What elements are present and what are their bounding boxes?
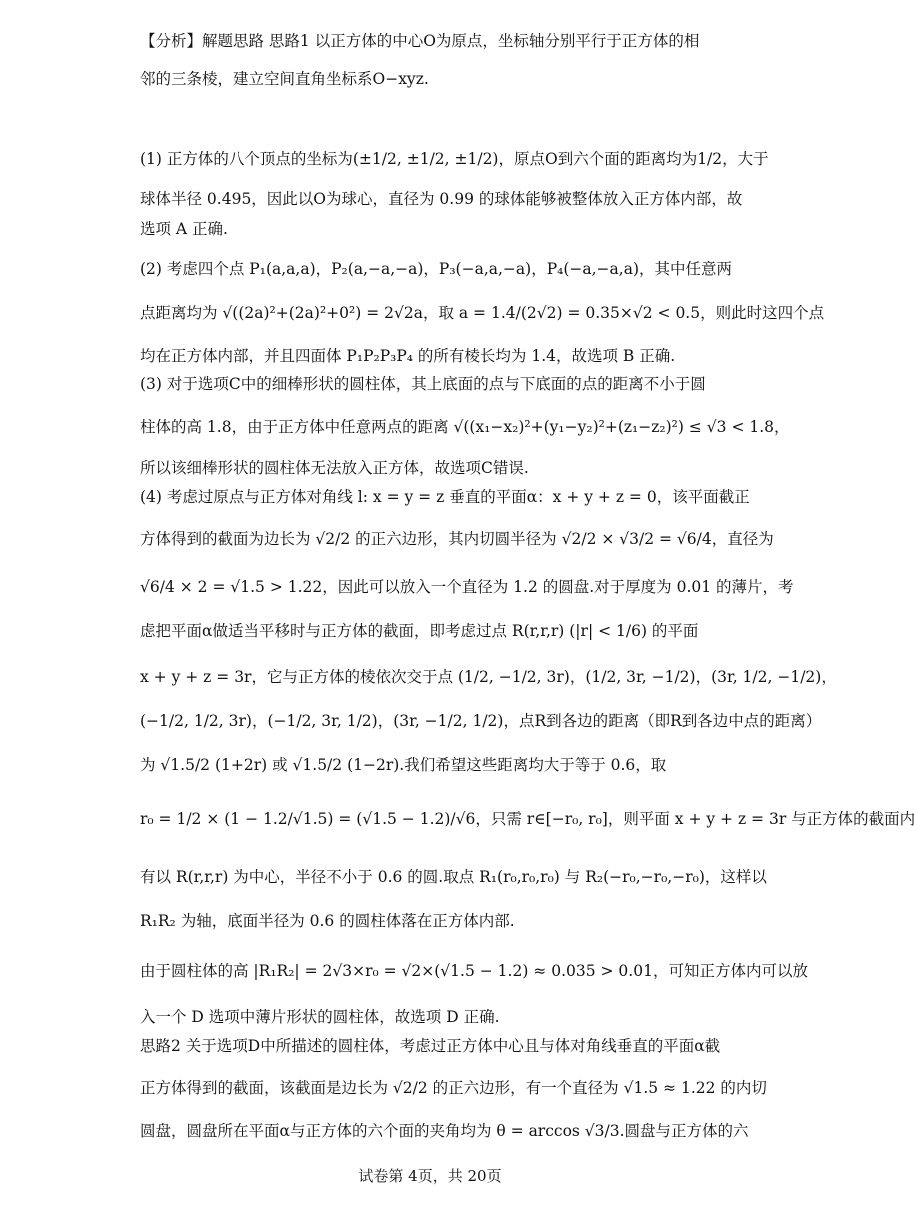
text-line: r₀ = 1/2 × (1 − 1.2/√1.5) = (√1.5 − 1.2)/√6，只需 r∈[−r₀, r₀]，则平面 x + y + z = 3r 与正方体的截面内 <box>140 810 915 828</box>
text-line: (2) 考虑四个点 P₁(a,a,a)，P₂(a,−a,−a)，P₃(−a,a,−a)，P₄(−a,−a,a)，其中任意两 <box>140 260 732 278</box>
text-line: 所以该细棒形状的圆柱体无法放入正方体，故选项C错误. <box>140 459 529 477</box>
text-line: (4) 考虑过原点与正方体对角线 l: x = y = z 垂直的平面α：x + y + z = 0，该平面截正 <box>140 488 750 506</box>
text-line: 选项 A 正确. <box>140 220 228 238</box>
text-line: 正方体得到的截面，该截面是边长为 √2/2 的正六边形，有一个直径为 √1.5 ≈ 1.22 的内切 <box>140 1079 767 1097</box>
text-line: (3) 对于选项C中的细棒形状的圆柱体，其上底面的点与下底面的点的距离不小于圆 <box>140 375 706 393</box>
text-line: √6/4 × 2 = √1.5 > 1.22，因此可以放入一个直径为 1.2 的圆盘.对于厚度为 0.01 的薄片，考 <box>140 578 794 596</box>
text-line: 方体得到的截面为边长为 √2/2 的正六边形，其内切圆半径为 √2/2 × √3/2 = √6/4，直径为 <box>140 530 774 548</box>
text-line: R₁R₂ 为轴，底面半径为 0.6 的圆柱体落在正方体内部. <box>140 912 515 930</box>
text-line: 虑把平面α做适当平移时与正方体的截面，即考虑过点 R(r,r,r) (|r| < 1/6) 的平面 <box>140 622 699 640</box>
text-line: 有以 R(r,r,r) 为中心，半径不小于 0.6 的圆.取点 R₁(r₀,r₀,r₀) 与 R₂(−r₀,−r₀,−r₀)，这样以 <box>140 868 767 886</box>
page-footer: 试卷第 4页，共 20页 <box>358 1167 502 1185</box>
text-line: x + y + z = 3r，它与正方体的棱依次交于点 (1/2, −1/2, 3r)，(1/2, 3r, −1/2)，(3r, 1/2, −1/2)， <box>140 668 837 686</box>
text-line: (−1/2, 1/2, 3r)，(−1/2, 3r, 1/2)，(3r, −1/2, 1/2)，点R到各边的距离（即R到各边中点的距离） <box>140 712 822 730</box>
text-line: 邻的三条棱，建立空间直角坐标系O−xyz. <box>140 70 429 88</box>
text-line: 由于圆柱体的高 |R₁R₂| = 2√3×r₀ = √2×(√1.5 − 1.2) ≈ 0.035 > 0.01，可知正方体内可以放 <box>140 962 808 980</box>
text-line: 柱体的高 1.8，由于正方体中任意两点的距离 √((x₁−x₂)²+(y₁−y₂)²+(z₁−z₂)²) ≤ √3 < 1.8， <box>140 418 790 436</box>
text-line: 球体半径 0.495，因此以O为球心，直径为 0.99 的球体能够被整体放入正方体内部，故 <box>140 190 743 208</box>
text-line: 为 √1.5/2 (1+2r) 或 √1.5/2 (1−2r).我们希望这些距离均大于等于 0.6，取 <box>140 756 667 774</box>
text-line: 【分析】解题思路 思路1 以正方体的中心O为原点，坐标轴分别平行于正方体的相 <box>140 32 700 50</box>
text-line: (1) 正方体的八个顶点的坐标为(±1/2, ±1/2, ±1/2)，原点O到六个面的距离均为1/2，大于 <box>140 150 769 168</box>
text-line: 点距离均为 √((2a)²+(2a)²+0²) = 2√2a，取 a = 1.4/(2√2) = 0.35×√2 < 0.5，则此时这四个点 <box>140 304 825 322</box>
text-line: 圆盘，圆盘所在平面α与正方体的六个面的夹角均为 θ = arccos √3/3.圆盘与正方体的六 <box>140 1122 749 1140</box>
text-line: 入一个 D 选项中薄片形状的圆柱体，故选项 D 正确. <box>140 1008 500 1026</box>
text-line: 思路2 关于选项D中所描述的圆柱体，考虑过正方体中心且与体对角线垂直的平面α截 <box>140 1037 721 1055</box>
text-line: 均在正方体内部，并且四面体 P₁P₂P₃P₄ 的所有棱长均为 1.4，故选项 B 正确. <box>140 347 676 365</box>
